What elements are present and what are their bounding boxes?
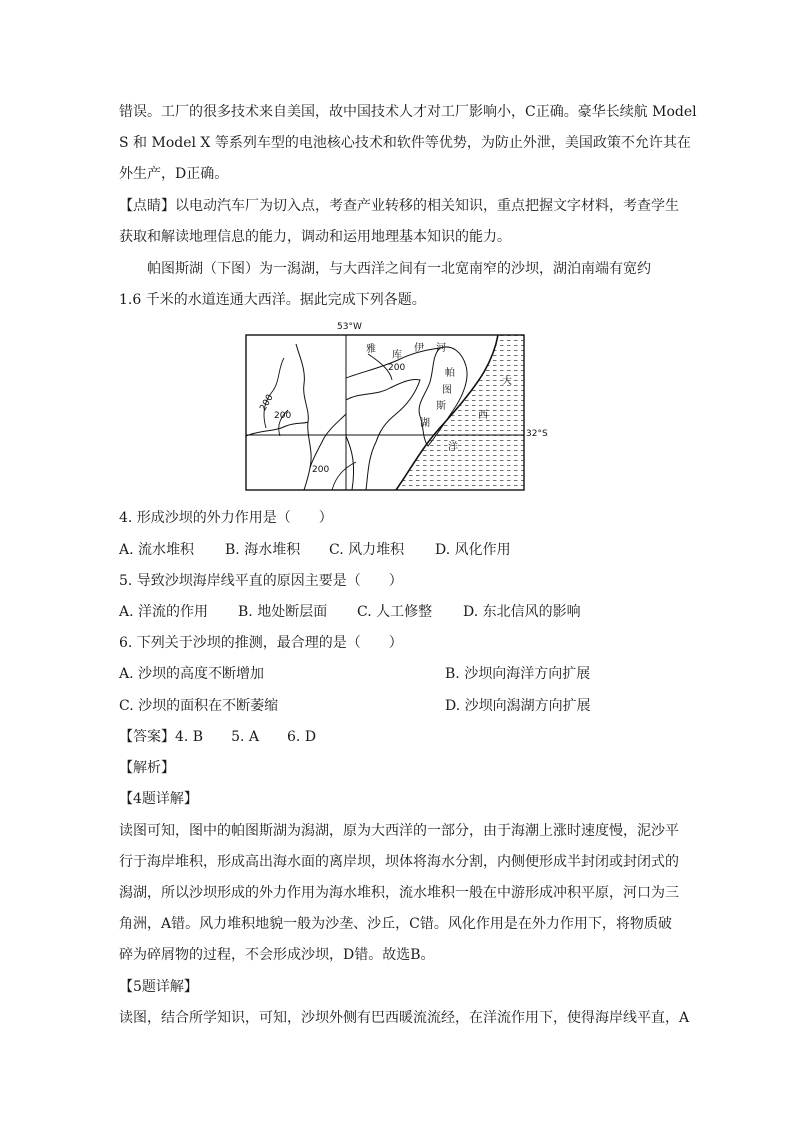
q4-line: 碎为碎屑物的过程，不会形成沙坝，D错。故选B。: [119, 947, 435, 963]
question-option: B. 海水堆积: [225, 542, 301, 558]
q4-line: 角洲，A错。风力堆积地貌一般为沙垄、沙丘，C错。风化作用是在外力作用下，将物质破: [119, 916, 672, 932]
paragraph-line: S 和 Model X 等系列车型的电池核心技术和软件等优势，为防止外泄，美国政策不允许其在: [119, 135, 691, 151]
contour-label: 200: [312, 465, 330, 475]
question-option: A. 流水堆积: [119, 542, 195, 558]
river-name-char: 伊: [414, 343, 424, 354]
q5-title: 【5题详解】: [119, 979, 198, 995]
ocean-area: [396, 335, 524, 490]
q5-line: 读图，结合所学知识，可知，沙坝外侧有巴西暖流流经，在洋流作用下，使得海岸线平直，A: [119, 1010, 690, 1026]
q4-line: 潟湖，所以沙坝形成的外力作用为海水堆积，流水堆积一般在中游形成冲积平原，河口为三: [119, 885, 679, 901]
q4-line: 行于海岸堆积，形成高出海水面的离岸坝，坝体将海水分割，内侧便形成半封闭或封闭式的: [119, 854, 679, 870]
question-stem: 5. 导致沙坝海岸线平直的原因主要是（ ）: [119, 573, 403, 589]
question-option: D. 风化作用: [435, 542, 511, 558]
question-option: C. 风力堆积: [329, 542, 405, 558]
question-option: C. 沙坝的面积在不断萎缩: [119, 698, 279, 714]
question-option: A. 沙坝的高度不断增加: [119, 666, 265, 682]
question-option: B. 沙坝向海洋方向扩展: [445, 666, 591, 682]
lagoon-map: [240, 318, 548, 496]
river-name-char: 库: [392, 350, 402, 361]
latitude-label: 32°S: [526, 429, 548, 439]
q4-title: 【4题详解】: [119, 791, 198, 807]
contour-label: 200: [388, 363, 406, 373]
river-name-char: 雅: [366, 344, 376, 355]
ocean-name-char: 西: [478, 410, 488, 421]
question-option: C. 人工修整: [357, 604, 433, 620]
river: [246, 422, 308, 436]
note-line: 【点睛】以电动汽车厂为切入点，考查产业转移的相关知识，重点把握文字材料，考查学生: [119, 198, 679, 214]
question-stem: 4. 形成沙坝的外力作用是（ ）: [119, 510, 333, 526]
ocean-name-char: 大: [502, 376, 512, 387]
question-option: D. 东北信风的影响: [463, 604, 581, 620]
river-name-char: 河: [436, 343, 446, 354]
river: [296, 344, 311, 490]
lake-name-char: 图: [442, 385, 452, 396]
question-option: B. 地处断层面: [238, 604, 328, 620]
contour-label: 200: [258, 393, 276, 413]
lake-name-char: 湖: [420, 418, 430, 429]
river: [346, 436, 354, 490]
answer-line: 【答案】4. B 5. A 6. D: [119, 729, 317, 745]
longitude-label: 53°W: [337, 322, 362, 332]
lake-name-char: 帕: [445, 368, 455, 379]
intro-line: 帕图斯湖（下图）为一潟湖，与大西洋之间有一北宽南窄的沙坝，湖泊南端有宽约: [147, 261, 651, 277]
lake-name-char: 斯: [436, 401, 446, 412]
intro-line: 1.6 千米的水道连通大西洋。据此完成下列各题。: [119, 292, 426, 308]
river: [310, 414, 346, 468]
contour-label: 200: [274, 411, 292, 421]
question-option: D. 沙坝向潟湖方向扩展: [445, 698, 591, 714]
ocean-name-char: 洋: [448, 442, 458, 453]
analysis-title: 【解析】: [119, 760, 175, 776]
question-stem: 6. 下列关于沙坝的推测，最合理的是（ ）: [119, 635, 403, 651]
paragraph-line: 外生产，D正确。: [119, 166, 229, 182]
paragraph-line: 错误。工厂的很多技术来自美国，故中国技术人才对工厂影响小，C正确。豪华长续航 Model: [119, 104, 697, 120]
question-option: A. 洋流的作用: [119, 604, 209, 620]
note-line: 获取和解读地理信息的能力，调动和运用地理基本知识的能力。: [119, 229, 511, 245]
q4-line: 读图可知，图中的帕图斯湖为潟湖，原为大西洋的一部分，由于海潮上涨时速度慢，泥沙平: [119, 823, 679, 839]
